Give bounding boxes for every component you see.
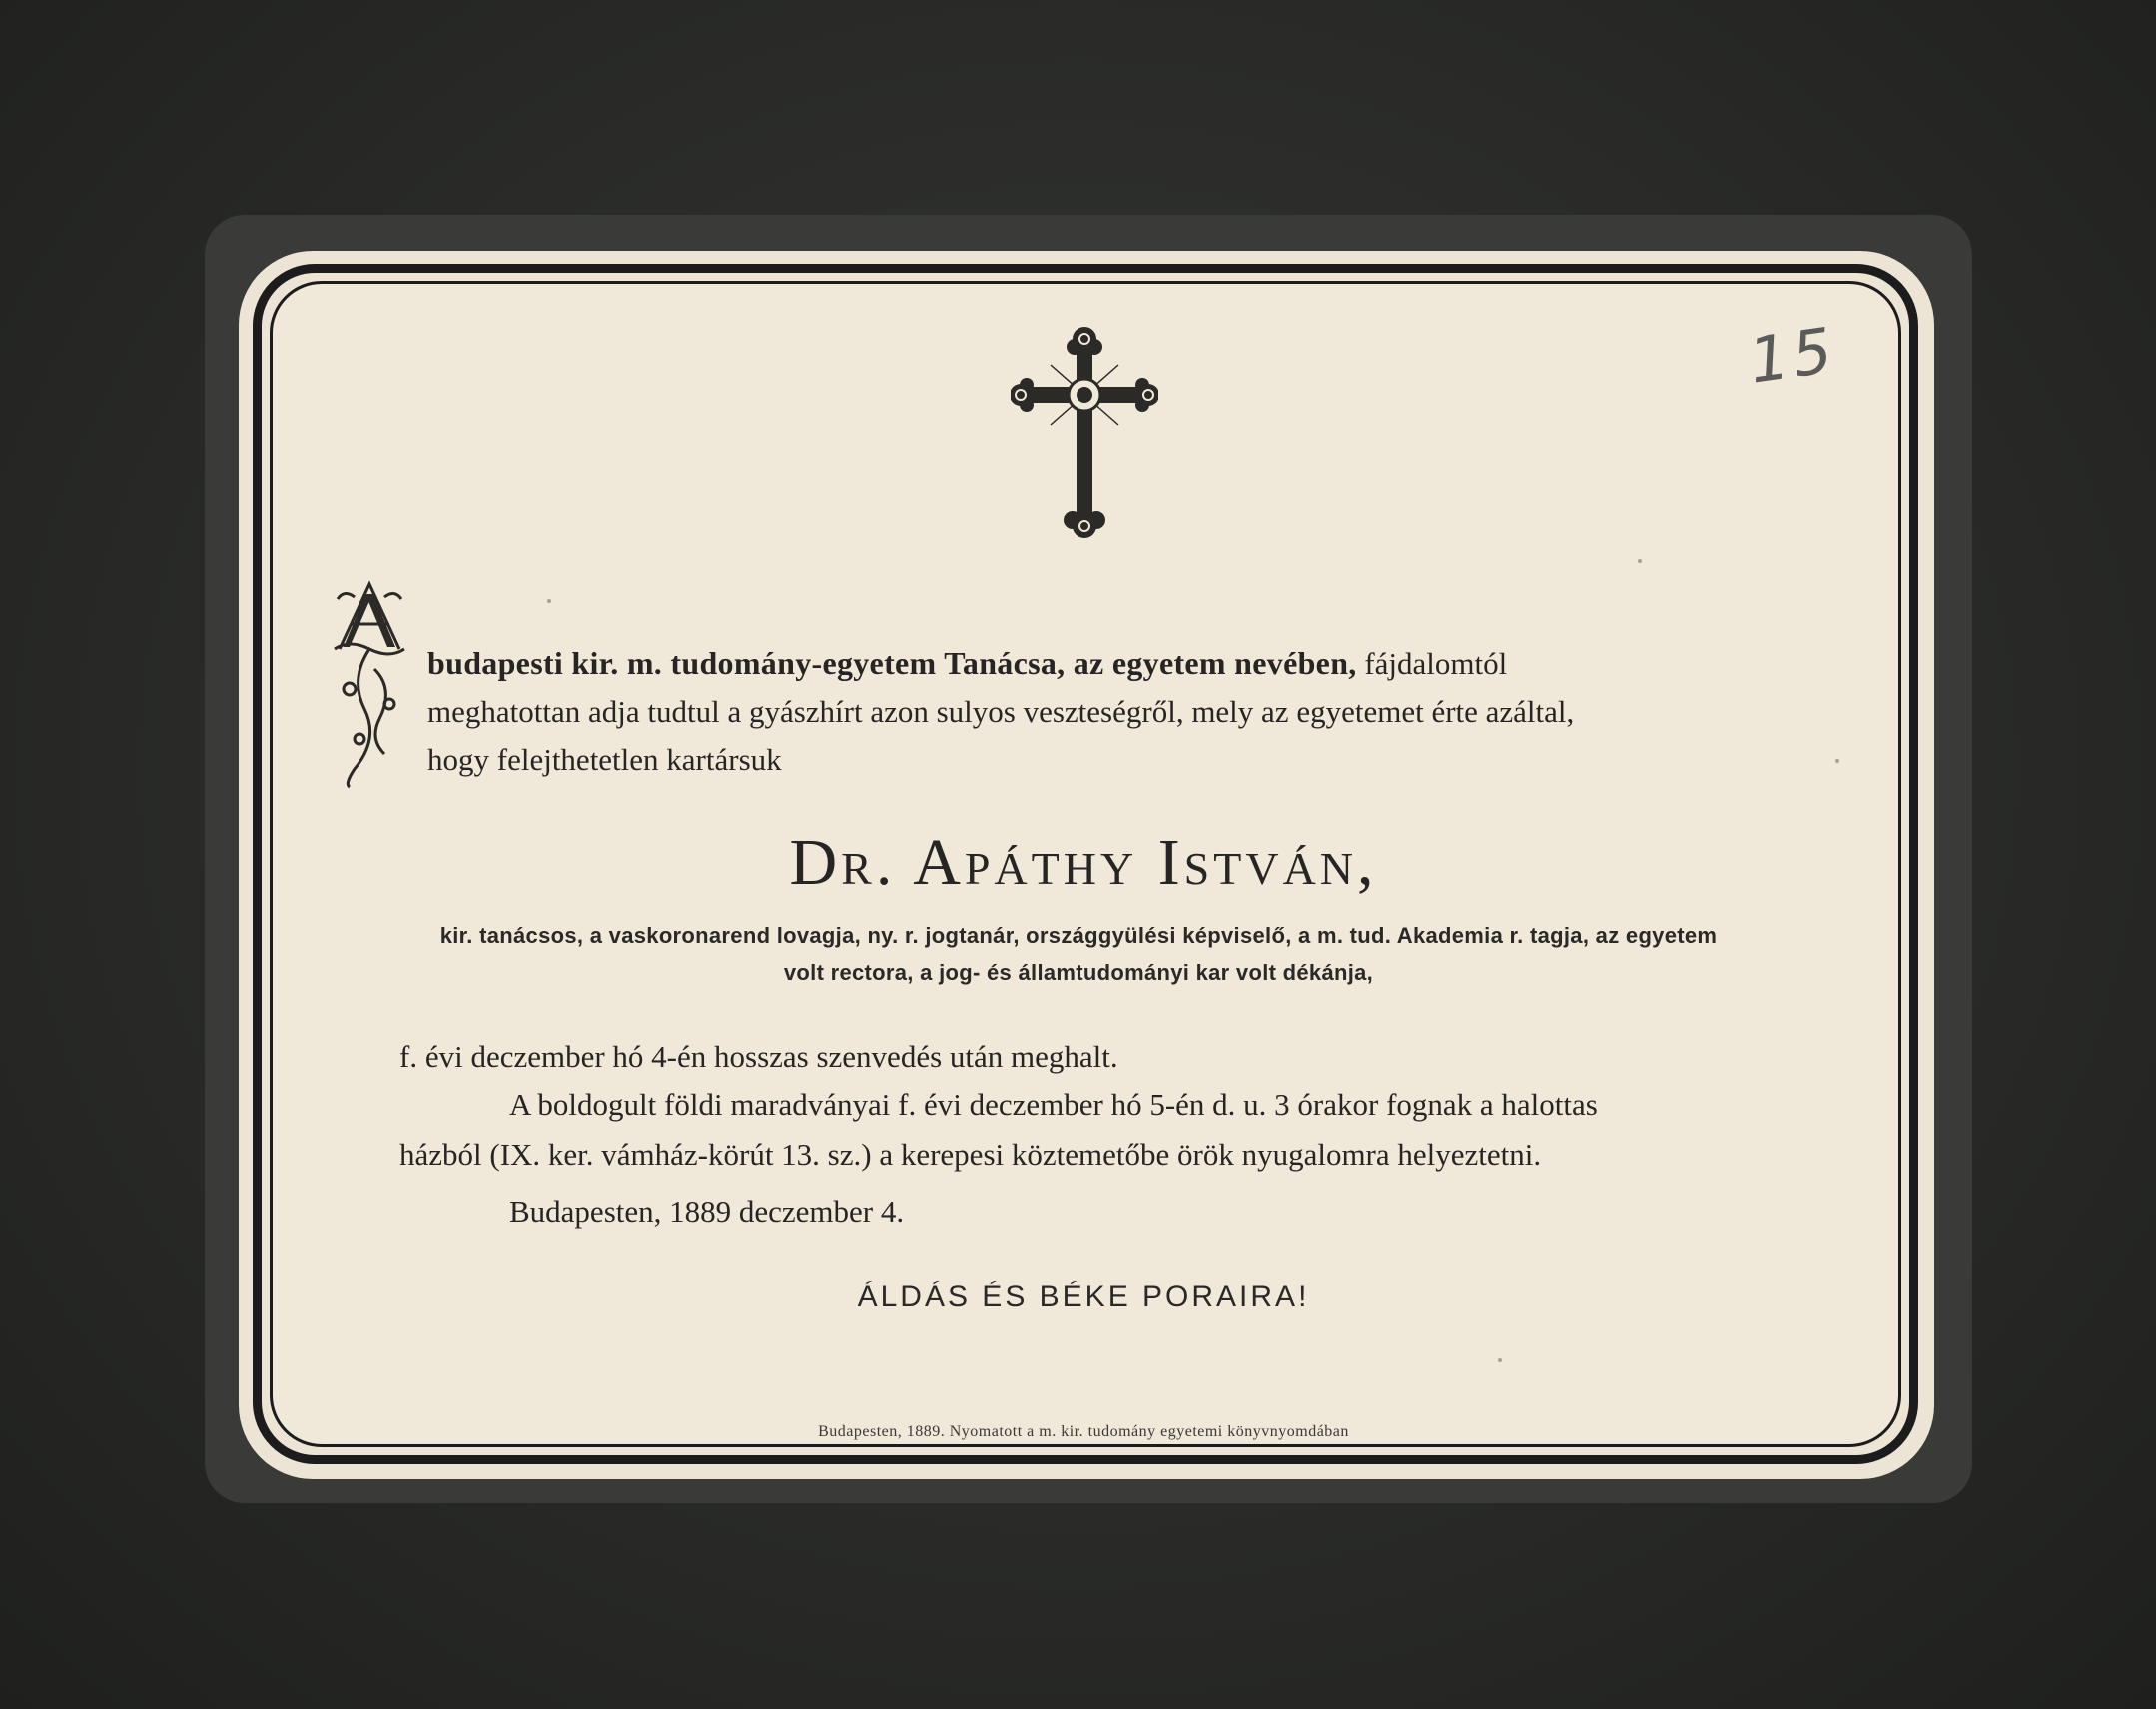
deceased-titles — [397, 917, 1760, 991]
ornate-cross-icon — [1011, 325, 1158, 539]
titles-line2: volt rectora, a jog- és államtudományi kar volt dékánja, — [783, 960, 1374, 985]
funeral-line2: házból (IX. ker. vámház-körút 13. sz.) a kerepesi köztemetőbe örök nyugalomra helyeztetni. — [399, 1137, 1542, 1172]
intro-line3: hogy felejthetetlen kartársuk — [427, 742, 782, 777]
deceased-name: Dr. Apáthy István, — [789, 826, 1378, 899]
ornamental-initial-icon — [330, 579, 409, 789]
paper-blemish — [1835, 759, 1839, 763]
intro-paragraph — [427, 639, 1761, 784]
death-line: f. évi deczember hó 4-én hosszas szenvedés után meghalt. — [399, 1039, 1118, 1074]
place-date: Budapesten, 1889 deczember 4. — [509, 1194, 905, 1229]
intro-line2: meghatottan adja tudtul a gyászhírt azon sulyos veszteségről, mely az egyetemet érte azáltal, — [427, 694, 1575, 729]
titles-line1: kir. tanácsos, a vaskoronarend lovagja, ny. r. jogtanár, országgyülési képviselő, a m. tud. Akademia r. tagja, az egyetem — [439, 923, 1718, 948]
handwritten-page-number: 15 — [1744, 313, 1841, 398]
intro-bold-text: budapesti kir. m. tudomány-egyetem Tanácsa, az egyetem nevében, — [427, 645, 1357, 681]
funeral-paragraph — [399, 1080, 1760, 1180]
intro-line1-rest: fájdalomtól — [1356, 646, 1508, 681]
paper-blemish — [1498, 1358, 1502, 1362]
paper-blemish — [547, 599, 551, 603]
printer-note: Budapesten, 1889. Nyomatott a m. kir. tudomány egyetemi könyvnyomdában — [818, 1423, 1349, 1440]
funeral-line1: A boldogult földi maradványai f. évi deczember hó 5-én d. u. 3 órakor fognak a halottas — [509, 1087, 1598, 1122]
paper-blemish — [1638, 559, 1642, 563]
blessing-text: ÁLDÁS ÉS BÉKE PORAIRA! — [857, 1281, 1310, 1313]
